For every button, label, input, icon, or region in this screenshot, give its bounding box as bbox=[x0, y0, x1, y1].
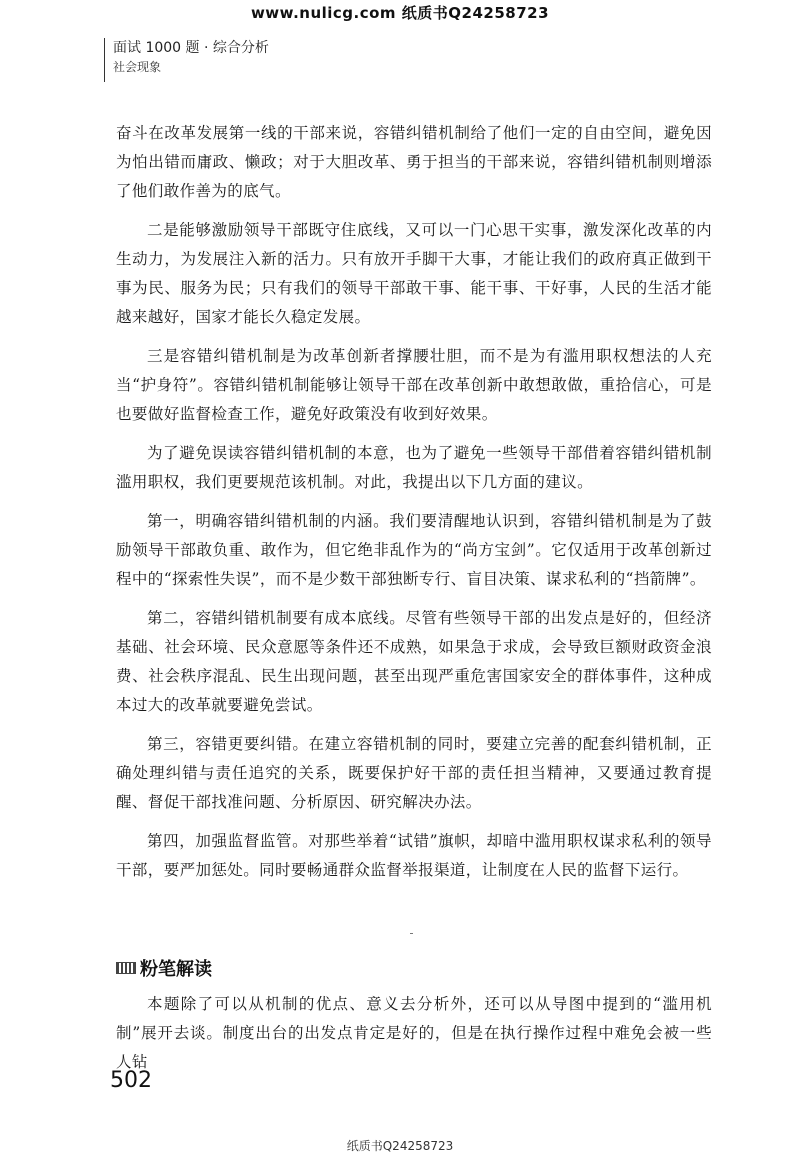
running-header bbox=[104, 38, 269, 82]
paragraph-suggestion-two: 第二，容错纠错机制要有成本底线。尽管有些领导干部的出发点是好的，但经济基础、社会环境、民众意愿等条件还不成熟，如果急于求成，会导致巨额财政资金浪费、社会秩序混乱、民生出现问题，甚至出现严重危害国家安全的群体事件，这种成本过大的改革就要避免尝试。 bbox=[116, 609, 712, 714]
body-text bbox=[116, 119, 712, 895]
divider-dot bbox=[410, 933, 413, 934]
paragraph-suggestion-four: 第四，加强监督监管。对那些举着“试错”旗帜，却暗中滥用职权谋求私利的领导干部，要严加惩处。同时要畅通群众监督举报渠道，让制度在人民的监督下运行。 bbox=[116, 832, 712, 879]
paragraph-suggestion-one: 第一，明确容错纠错机制的内涵。我们要清醒地认识到，容错纠错机制是为了鼓励领导干部敢负重、敢作为，但它绝非乱作为的“尚方宝剑”。它仅适用于改革创新过程中的“探索性失误”，而不是少数干部独断专行、盲目决策、谋求私利的“挡箭牌”。 bbox=[116, 512, 712, 588]
watermark-banner: www.nulicg.com 纸质书Q24258723 bbox=[250, 4, 550, 22]
section-heading bbox=[116, 955, 212, 981]
footer-watermark: 纸质书Q24258723 bbox=[346, 1139, 454, 1153]
book-title: 面试 1000 题 · 综合分析 bbox=[113, 40, 269, 56]
chapter-subtitle: 社会现象 bbox=[113, 60, 162, 74]
page-number: 502 bbox=[110, 1068, 152, 1093]
chalk-book-icon bbox=[116, 962, 136, 974]
analysis-text bbox=[116, 990, 712, 1087]
analysis-paragraph: 本题除了可以从机制的优点、意义去分析外，还可以从导图中提到的“滥用机制”展开去谈。制度出台的出发点肯定是好的，但是在执行操作过程中难免会被一些人钻 bbox=[116, 995, 712, 1071]
section-title: 粉笔解读 bbox=[140, 959, 212, 980]
paragraph-suggestion-three: 第三，容错更要纠错。在建立容错机制的同时，要建立完善的配套纠错机制，正确处理纠错与责任追究的关系，既要保护好干部的责任担当精神，又要通过教育提醒、督促干部找准问题、分析原因、研究解决办法。 bbox=[116, 735, 712, 811]
paragraph-continuation: 奋斗在改革发展第一线的干部来说，容错纠错机制给了他们一定的自由空间，避免因为怕出错而庸政、懒政；对于大胆改革、勇于担当的干部来说，容错纠错机制则增添了他们敢作善为的底气。 bbox=[116, 124, 712, 200]
paragraph-point-two: 二是能够激励领导干部既守住底线，又可以一门心思干实事，激发深化改革的内生动力，为发展注入新的活力。只有放开手脚干大事，才能让我们的政府真正做到干事为民、服务为民；只有我们的领导干部敢干事、能干事、干好事，人民的生活才能越来越好，国家才能长久稳定发展。 bbox=[116, 221, 712, 326]
paragraph-point-three: 三是容错纠错机制是为改革创新者撑腰壮胆，而不是为有滥用职权想法的人充当“护身符”。容错纠错机制能够让领导干部在改革创新中敢想敢做，重拾信心，可是也要做好监督检查工作，避免好政策没有收到好效果。 bbox=[116, 347, 712, 423]
paragraph-transition: 为了避免误读容错纠错机制的本意，也为了避免一些领导干部借着容错纠错机制滥用职权，我们更要规范该机制。对此，我提出以下几方面的建议。 bbox=[116, 444, 712, 491]
